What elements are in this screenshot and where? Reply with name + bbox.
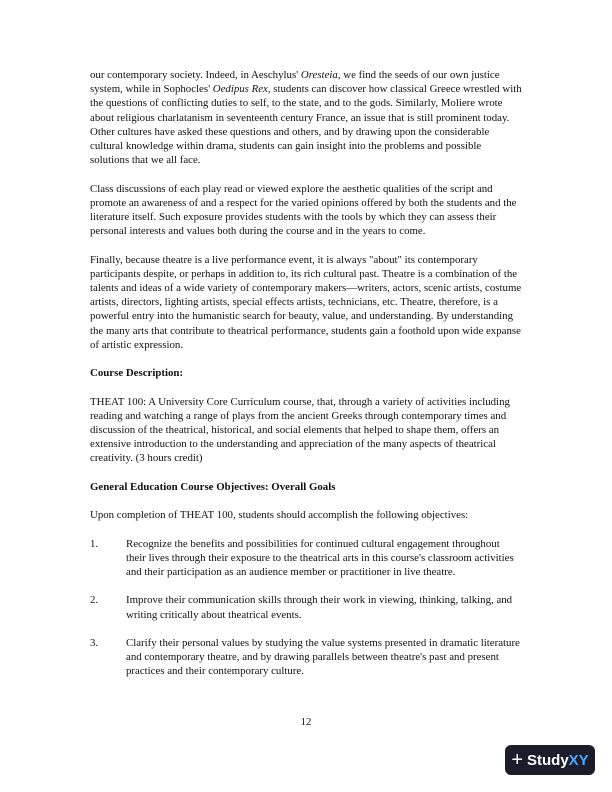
title-oedipus-rex: Oedipus Rex (212, 83, 268, 96)
objectives-intro: Upon completion of THEAT 100, students should accomplish the following objectives: (90, 509, 469, 522)
document-page (90, 68, 522, 693)
brand-name-b: XY (568, 751, 589, 769)
title-oresteia: Oresteia (300, 69, 338, 81)
page-number: 12 (300, 716, 312, 728)
objective-text: Recognize the benefits and possibilities for continued cultural engagement throughout their lives through their exposure to the theatrical arts in this course's classroom activities and their participation as an audience member or practitioner in live theatre. (126, 537, 514, 578)
plus-icon: + (511, 749, 523, 771)
paragraph-class-discussions: Class discussions of each play read or viewed explore the aesthetic qualities of the script and promote an awareness of and a respect for the varied opinions offered by both the students and the literature itself. Such exposure provides students with the tools by which they can assess their personal interests and values both during the course and in the years to come. (90, 182, 517, 238)
brand-name-a: Study (527, 751, 569, 769)
objective-item (90, 636, 522, 679)
objective-text: Improve their communication skills through their work in viewing, thinking, talking, and writing critically about theatrical events. (126, 594, 513, 621)
objectives-heading: General Education Course Objectives: Overall Goals (90, 480, 336, 493)
objective-text: Clarify their personal values by studying the value systems presented in dramatic literature and contemporary theatre, and by drawing parallels between theatre's past and present practices and their contemporary culture. (126, 636, 520, 678)
objective-item (90, 537, 522, 580)
paragraph-live-performance: Finally, because theatre is a live performance event, it is always "about" its contemporary participants despite, or perhaps in addition to, its rich cultural past. Theatre is a combination of the talents and ideas of a wide variety of contemporary makers—writers, actors, scenic artists, costume artists, directors, lighting artists, special effects artists, technicians, etc. Theatre, therefore, is a powerful entry into the humanistic search for beauty, value, and understanding. By understanding the many arts that contribute to theatrical performance, students gain a foothold upon wide expanse of artistic expression. (90, 253, 522, 351)
objective-number: 1. (90, 537, 99, 550)
course-description-text: THEAT 100: A University Core Curriculum course, that, through a variety of activities including reading and watching a range of plays from the ancient Greeks through contemporary times and discussion of the theatrical, historical, and social elements that helped to shape them, offers an extensive introduction to the understanding and appreciation of the many aspects of theatrical creativity. (3 hours credit) (90, 395, 510, 465)
objective-number: 3. (90, 636, 99, 649)
objective-item (90, 593, 522, 621)
paragraph-cultural-context: our contemporary society. Indeed, in Aeschylus' Oresteia, we find the seeds of our own justice system, while in Sophocles' Oedipus Rex, students can discover how classical Greece wrestled with the questions of conflicting duties to self, to the state, and to the gods. Similarly, Moliere wrote about religious charlatanism in seventeenth century France, an issue that is still prominent today. Other cultures have asked these questions and others, and by drawing upon the considerable cultural knowledge within drama, students can gain insight into the problems and possible solutions that we all face. (90, 69, 522, 167)
studyxy-watermark (505, 745, 595, 775)
course-description-heading: Course Description: (90, 367, 184, 380)
objective-number: 2. (90, 594, 99, 607)
